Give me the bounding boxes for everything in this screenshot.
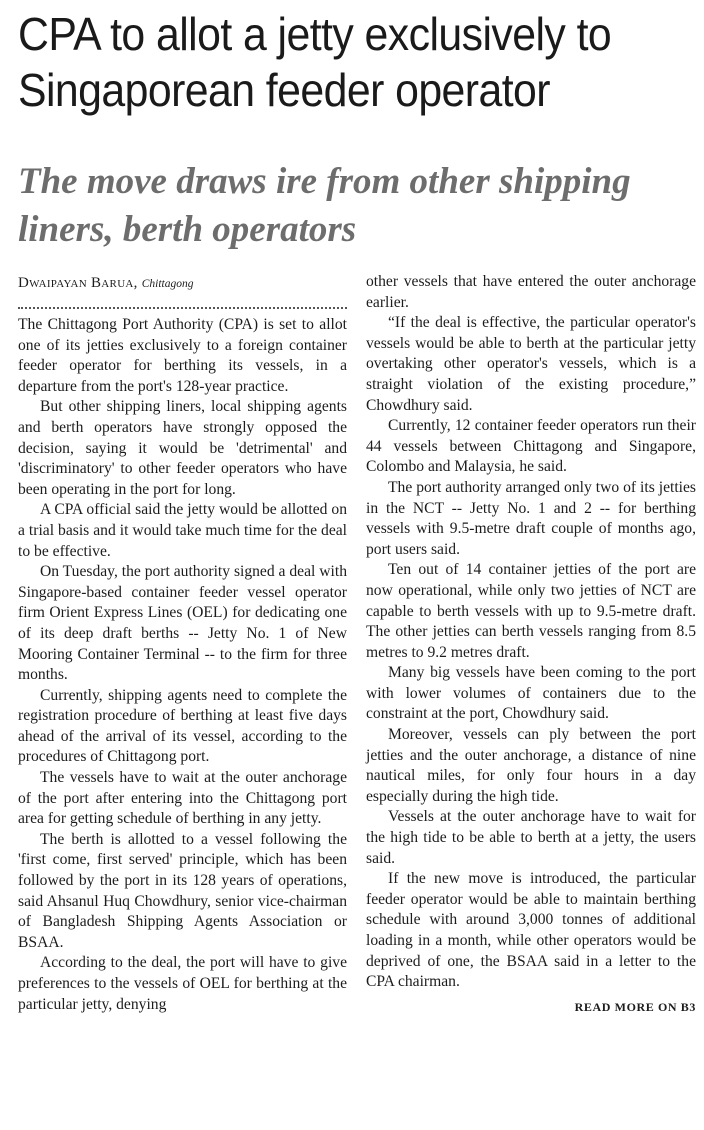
paragraph: According to the deal, the port will have to give preferences to the vessels of OEL for berthing at the particular jetty, denying <box>18 954 347 1013</box>
byline-place: Chittagong <box>141 278 194 290</box>
paragraph: The port authority arranged only two of its jetties in the NCT -- Jetty No. 1 and 2 -- for berthing vessels with 9.5-metre draft couple of months ago, port users said. <box>366 478 696 558</box>
paragraph: The Chittagong Port Authority (CPA) is set to allot one of its jetties exclusively to a foreign container feeder operator for berthing its vessels, in a departure from the port's 128-year practice. <box>18 316 347 395</box>
paragraph: But other shipping liners, local shipping agents and berth operators have strongly opposed the decision, saying it would be 'detrimental' and 'discriminatory' to other feeder operators who have been operating in the port for long. <box>18 398 347 498</box>
headline: CPA to allot a jetty exclusively to Singaporean feeder operator <box>18 8 612 116</box>
paragraph: Ten out of 14 container jetties of the port are now operational, while only two jetties of NCT are capable to berth vessels with up to 9.5-metre draft. The other jetties can berth vessels ranging from 8.5 metres to 9.2 metres draft. <box>366 561 696 661</box>
paragraph: Moreover, vessels can ply between the port jetties and the outer anchorage, a distance of nine nautical miles, for only four hours in a day especially during the high tide. <box>366 726 696 805</box>
byline-author: Dwaipayan Barua, <box>18 275 138 291</box>
paragraph: Many big vessels have been coming to the port with lower volumes of containers due to the constraint at the port, Chowdhury said. <box>366 664 696 723</box>
paragraph: “If the deal is effective, the particular operator's vessels would be able to berth at the particular jetty overtaking other operator's vessels, which is a straight violation of the existing procedure,” Chowdhury said. <box>366 314 696 414</box>
paragraph: A CPA official said the jetty would be allotted on a trial basis and it would take much time for the deal to be effective. <box>18 501 347 560</box>
paragraph-continuation: other vessels that have entered the outer anchorage earlier. <box>366 273 696 311</box>
dotted-divider <box>18 297 347 309</box>
paragraph: The berth is allotted to a vessel following the 'first come, first served' principle, which has been followed by the port in its 128 years of operations, said Ahsanul Huq Chowdhury, senior vice-chairman of Bangladesh Shipping Agents Association or BSAA. <box>18 830 347 951</box>
paragraph: If the new move is introduced, the particular feeder operator would be able to maintain berthing schedule with around 3,000 tonnes of additional loading in a month, while other operators would be deprived of one, the BSAA said in a letter to the CPA chairman. <box>366 870 696 991</box>
paragraph: Currently, shipping agents need to complete the registration procedure of berthing at least five days ahead of the arrival of its vessel, according to the procedures of Chittagong port. <box>18 686 347 766</box>
right-column <box>366 272 696 1017</box>
read-more-link[interactable]: READ MORE ON B3 <box>574 999 696 1014</box>
paragraph: Vessels at the outer anchorage have to wait for the high tide to be able to berth at a jetty, the users said. <box>366 808 696 867</box>
byline <box>18 272 347 295</box>
paragraph: Currently, 12 container feeder operators run their 44 vessels between Chittagong and Singapore, Colombo and Malaysia, he said. <box>366 417 696 476</box>
paragraph: The vessels have to wait at the outer anchorage of the port after entering into the Chittagong port area for getting schedule of berthing in any jetty. <box>18 769 347 828</box>
subheadline: The move draws ire from other shipping liners, berth operators <box>18 161 631 250</box>
left-column <box>18 272 347 1015</box>
paragraph: On Tuesday, the port authority signed a deal with Singapore-based container feeder vessel operator firm Orient Express Lines (OEL) for dedicating one of its deep draft berths -- Jetty No. 1 of New Mooring Container Terminal -- to the firm for three months. <box>18 563 347 684</box>
